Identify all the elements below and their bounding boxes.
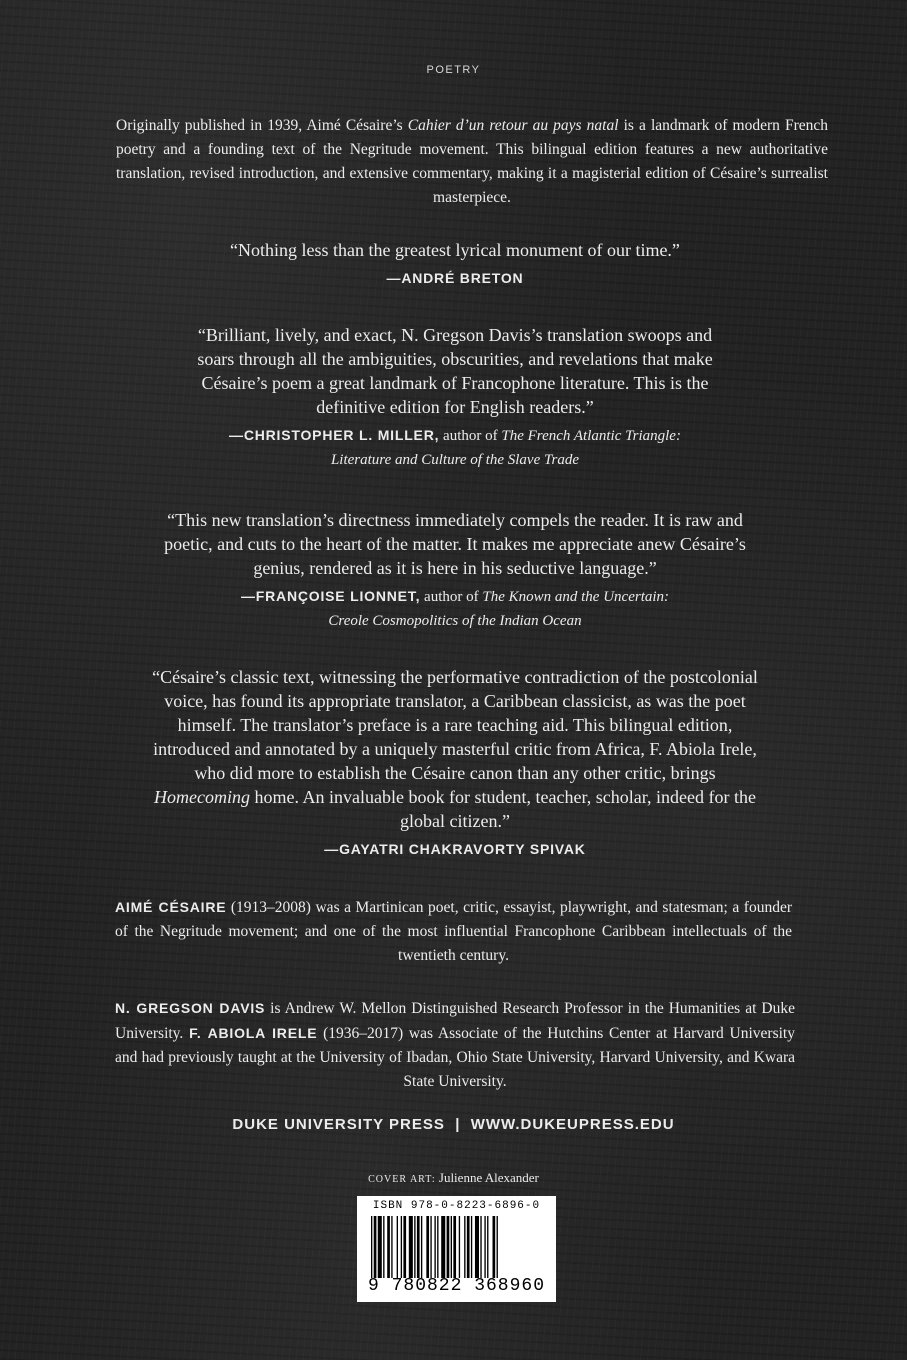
barcode-bar — [447, 1216, 450, 1278]
barcode-bar — [374, 1216, 377, 1278]
translator-name-davis: N. GREGSON DAVIS — [115, 1000, 266, 1016]
barcode-bar — [464, 1216, 465, 1278]
quote-author: —ANDRÉ BRETON — [386, 270, 524, 286]
quote-author: —CHRISTOPHER L. MILLER, — [229, 427, 440, 443]
barcode-bar — [401, 1216, 402, 1278]
quote-author-note: author of — [420, 589, 483, 605]
quote-text-pre: “Césaire’s classic text, witnessing the performative contradiction of the postcolonial voice, has found its appropriate translator, a Caribbean classicist, as was the poet himself. The translator’s preface is a rare teaching aid. This bilingual edition, introduced and annotated by a uniquely masterful critic from Africa, F. Abiola Irele, who did more to establish the Césaire canon than any other critic, brings — [152, 667, 758, 783]
barcode-bar — [437, 1216, 438, 1278]
barcode-bar — [487, 1216, 488, 1278]
barcode-bar — [475, 1216, 479, 1278]
quote-author: —FRANÇOISE LIONNET, — [240, 588, 421, 604]
quote-book: The French Atlantic Triangle: Literature and Culture of the Slave Trade — [330, 428, 681, 468]
quote-text: “Nothing less than the greatest lyrical monument of our time.” — [230, 240, 680, 260]
barcode-bar — [409, 1216, 413, 1278]
barcode-bar — [414, 1216, 415, 1278]
quote-text: “This new translation’s directness immediately compels the reader. It is raw and poetic, and cuts to the heart of the matter. It makes me appreciate anew Césaire’s genius, rendered as it is here in his seductive language.” — [164, 510, 746, 578]
barcode-bar — [371, 1216, 372, 1278]
quote-text-post: home. An invaluable book for student, teacher, scholar, indeed for the global citizen.” — [250, 787, 756, 831]
barcode-number: 9 780822 368960 — [367, 1276, 546, 1296]
translator-bio — [115, 996, 795, 1094]
publisher-line: DUKE UNIVERSITY PRESS | WWW.DUKEUPRESS.EDU — [232, 1116, 675, 1133]
barcode-bar — [391, 1216, 392, 1278]
barcode-bar — [426, 1216, 429, 1278]
barcode — [357, 1196, 556, 1302]
quote-author-note: author of — [439, 428, 502, 444]
barcode-bar — [493, 1216, 496, 1278]
barcode-bar — [467, 1216, 470, 1278]
translator-bio-davis: is Andrew W. Mellon Distinguished Research Professor in the Humanities at Duke University. — [115, 1000, 795, 1042]
cover-art-artist: Julienne Alexander — [435, 1170, 539, 1185]
author-name: AIMÉ CÉSAIRE — [115, 899, 227, 915]
quote-miller — [185, 323, 725, 472]
quote-book: The Known and the Uncertain: Creole Cosmopolitics of the Indian Ocean — [328, 589, 670, 629]
barcode-bars — [371, 1216, 543, 1278]
author-bio-text: (1913–2008) was a Martinican poet, critic, essayist, playwright, and statesman; a founder of the Negritude movement; and one of the most influential Francophone Caribbean intellectuals of the twentieth century. — [115, 899, 792, 964]
description-title: Cahier d’un retour au pays natal — [407, 117, 619, 134]
barcode-bar — [480, 1216, 481, 1278]
isbn-text: ISBN 978-0-8223-6896-0 — [372, 1200, 541, 1212]
barcode-bar — [403, 1216, 406, 1278]
cover-art-label: COVER ART: — [368, 1174, 436, 1185]
author-bio — [115, 895, 792, 968]
barcode-bar — [453, 1216, 456, 1278]
description-pre: Originally published in 1939, Aimé Césaire’s — [116, 117, 408, 134]
barcode-bar — [387, 1216, 390, 1278]
description-post: is a landmark of modern French poetry and a founding text of the Negritude movement. This bilingual edition features a new authoritative translation, revised introduction, and extensive commentary, making it a magisterial edition of Césaire’s surrealist masterpiece. — [116, 117, 828, 206]
quote-author: —GAYATRI CHAKRAVORTY SPIVAK — [324, 841, 586, 857]
quote-breton — [200, 238, 710, 291]
quote-text: “Brilliant, lively, and exact, N. Gregson Davis’s translation swoops and soars through all the ambiguities, obscurities, and revelations that make Césaire’s poem a great landmark of Francophone literature. This is the definitive edition for English readers.” — [197, 325, 713, 417]
barcode-bar — [397, 1216, 398, 1278]
barcode-bar — [417, 1216, 420, 1278]
translator-bio-irele: (1936–2017) was Associate of the Hutchins Center at Harvard University and had previously taught at the University of Ibadan, Ohio State University, Harvard University, and Kwara State University. — [115, 1025, 795, 1090]
barcode-bar — [434, 1216, 435, 1278]
barcode-bar — [459, 1216, 460, 1278]
barcode-bar — [378, 1216, 382, 1278]
quote-lionnet — [150, 508, 760, 633]
quote-text-italic: Homecoming — [154, 787, 251, 807]
quote-spivak — [150, 665, 760, 862]
barcode-bar — [383, 1216, 384, 1278]
description — [116, 114, 828, 210]
barcode-bar — [484, 1216, 485, 1278]
cover-art-credit — [0, 1170, 907, 1186]
barcode-bar — [451, 1216, 452, 1278]
barcode-bar — [497, 1216, 498, 1278]
barcode-bar — [441, 1216, 445, 1278]
barcode-bar — [471, 1216, 472, 1278]
category-label: POETRY — [426, 64, 481, 76]
barcode-bar — [430, 1216, 431, 1278]
translator-name-irele: F. ABIOLA IRELE — [189, 1025, 318, 1041]
barcode-bar — [421, 1216, 422, 1278]
